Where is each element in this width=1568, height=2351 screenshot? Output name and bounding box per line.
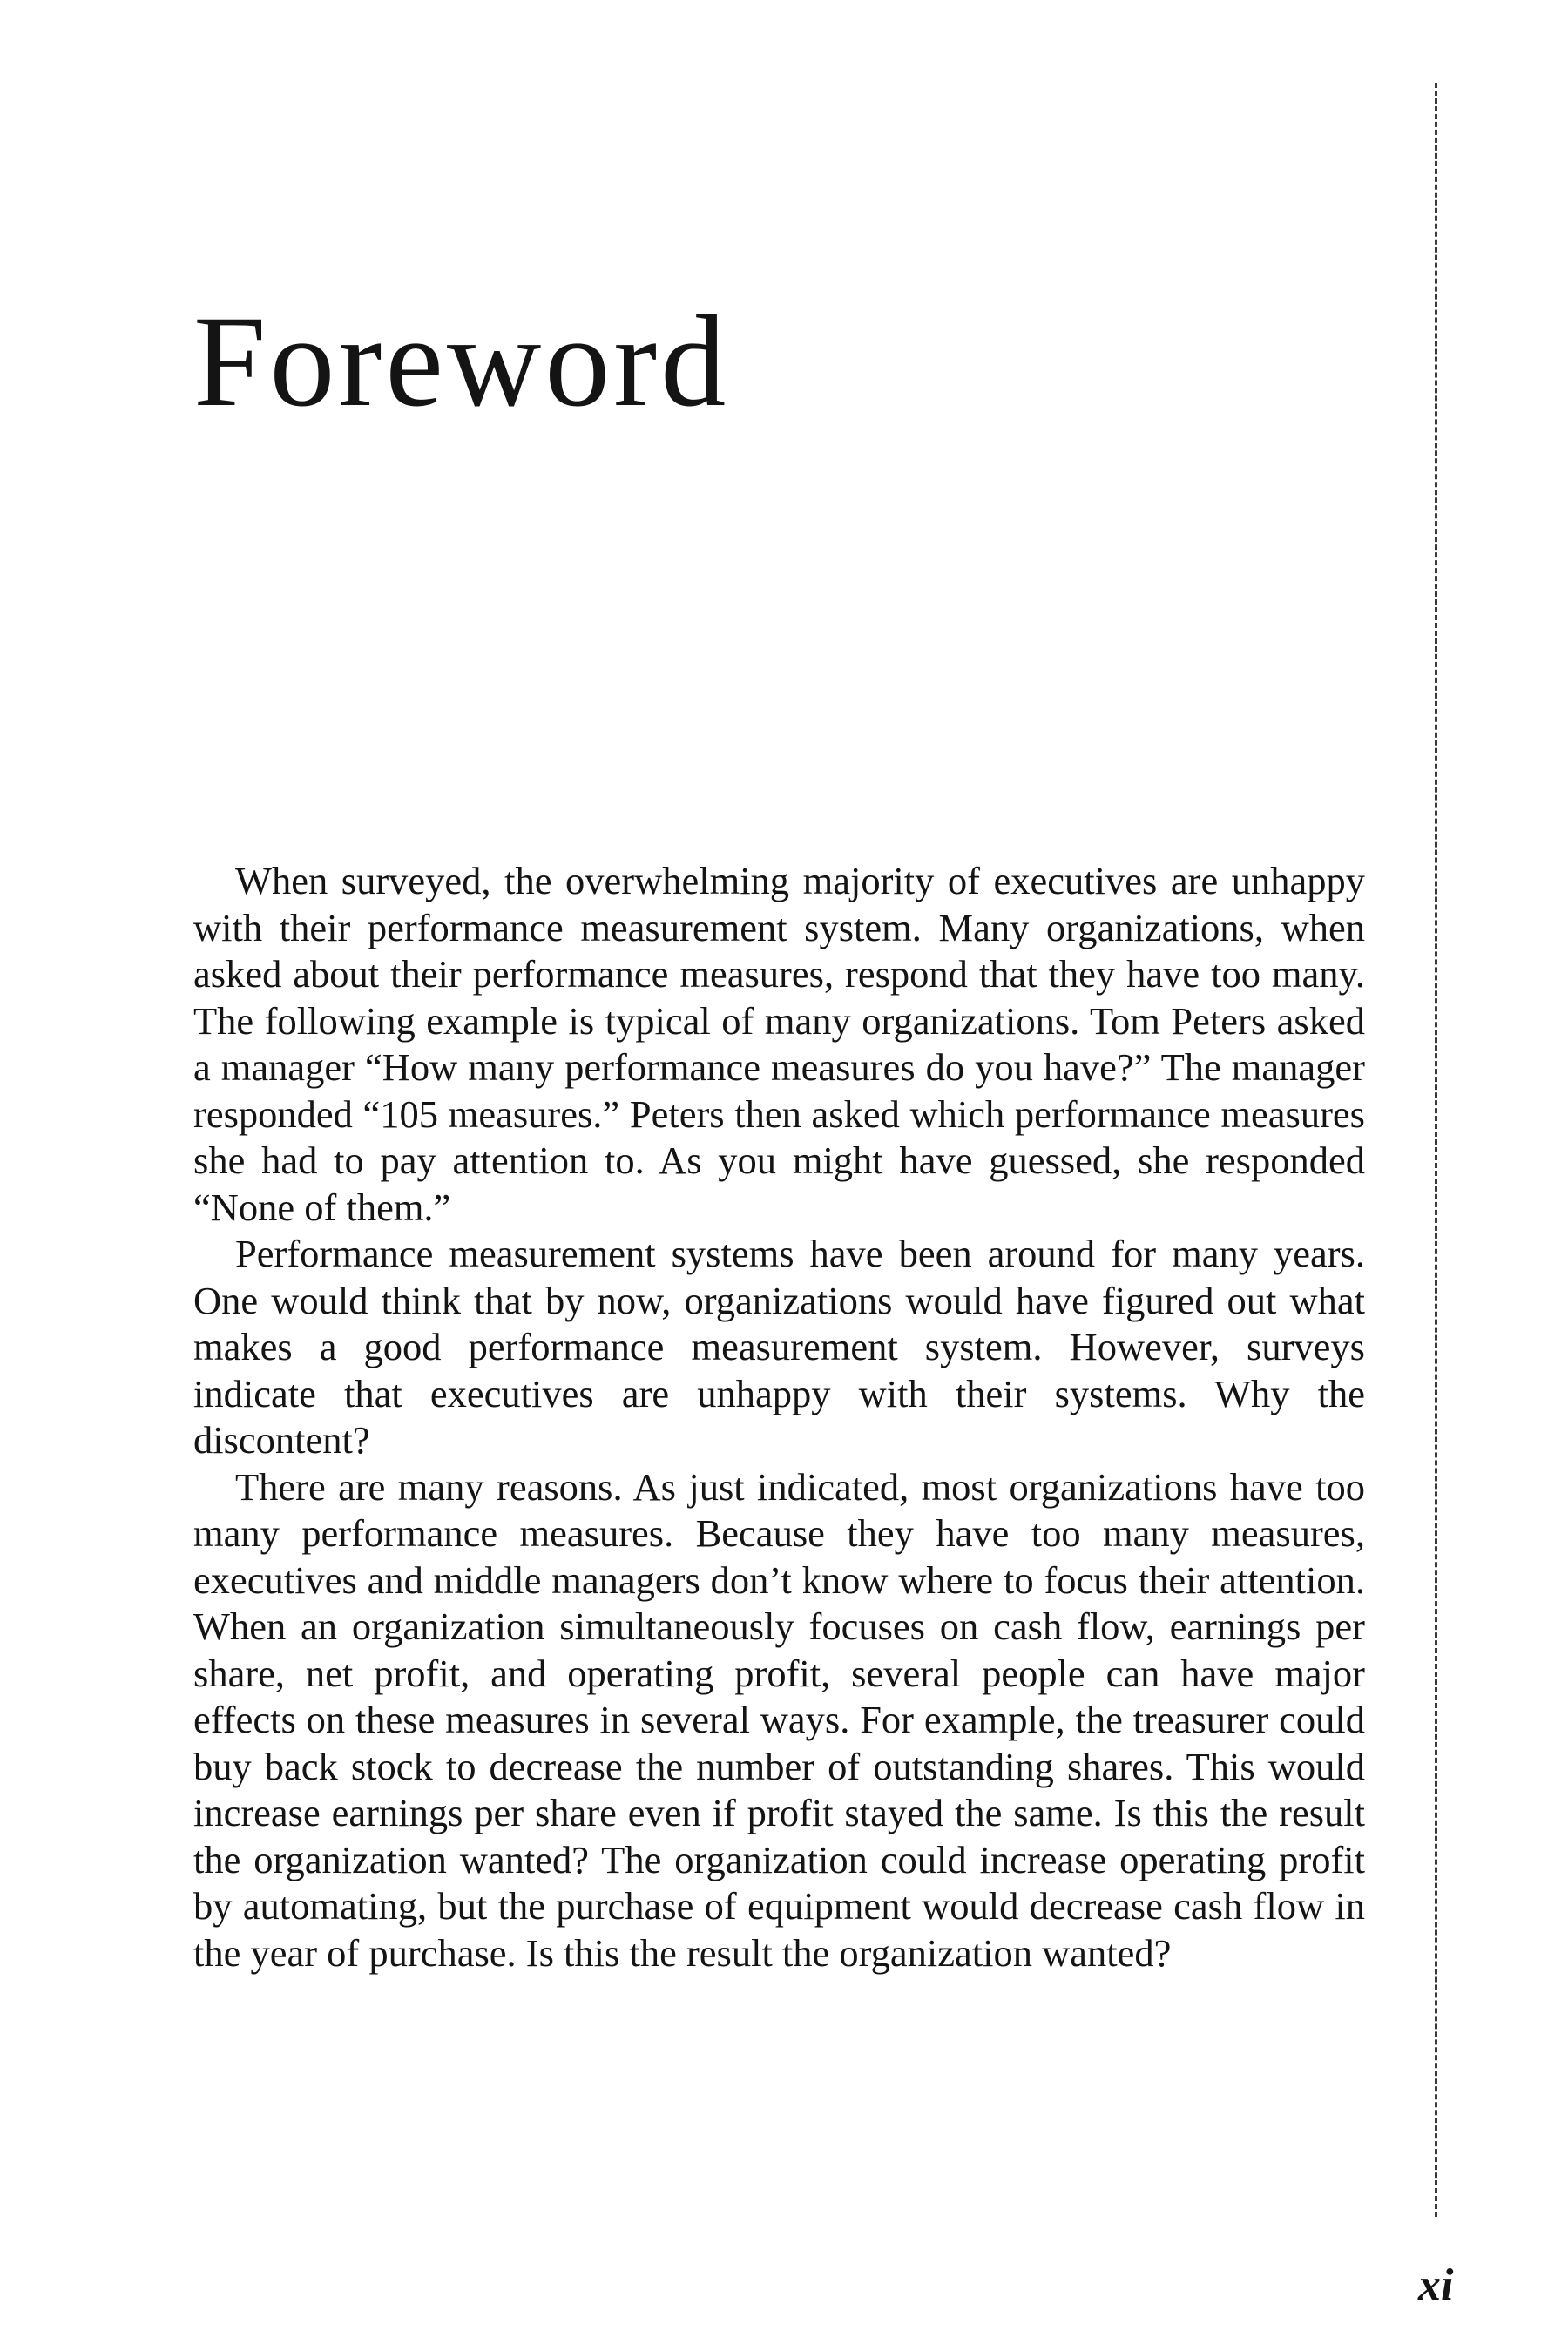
- page-title: Foreword: [193, 289, 730, 434]
- paragraph-2: Performance measurement systems have been around for many years. One would think that by now, organizations would have figured out what makes a good performance measurement system. However, surveys indicate that executives are unhappy with their systems. Why the discontent?: [193, 1232, 1365, 1462]
- body-text: [193, 858, 1365, 1976]
- paragraph-1: When surveyed, the overwhelming majority of executives are unhappy with their performance measurement system. Many organizations, when asked about their performance measures, respond that they have too many. The following example is typical of many organizations. Tom Peters asked a manager “How many performance measures do you have?” The manager responded “105 measures.” Peters then asked which performance measures she had to pay attention to. As you might have guessed, she responded “None of them.”: [193, 859, 1365, 1229]
- paragraph-3: There are many reasons. As just indicated, most organizations have too many performance measures. Because they have too many measures, executives and middle managers don’t know where to focus their attention. When an organization simultaneously focuses on cash flow, earnings per share, net profit, and operating profit, several people can have major effects on these measures in several ways. For example, the treasurer could buy back stock to decrease the number of outstanding shares. This would increase earnings per share even if profit stayed the same. Is this the result the organization wanted? The organization could increase operating profit by automating, but the purchase of equipment would decrease cash flow in the year of purchase. Is this the result the organization wanted?: [193, 1464, 1365, 1975]
- page-number: xi: [1418, 2260, 1454, 2310]
- page-edge-dashed-line: [1435, 83, 1437, 2217]
